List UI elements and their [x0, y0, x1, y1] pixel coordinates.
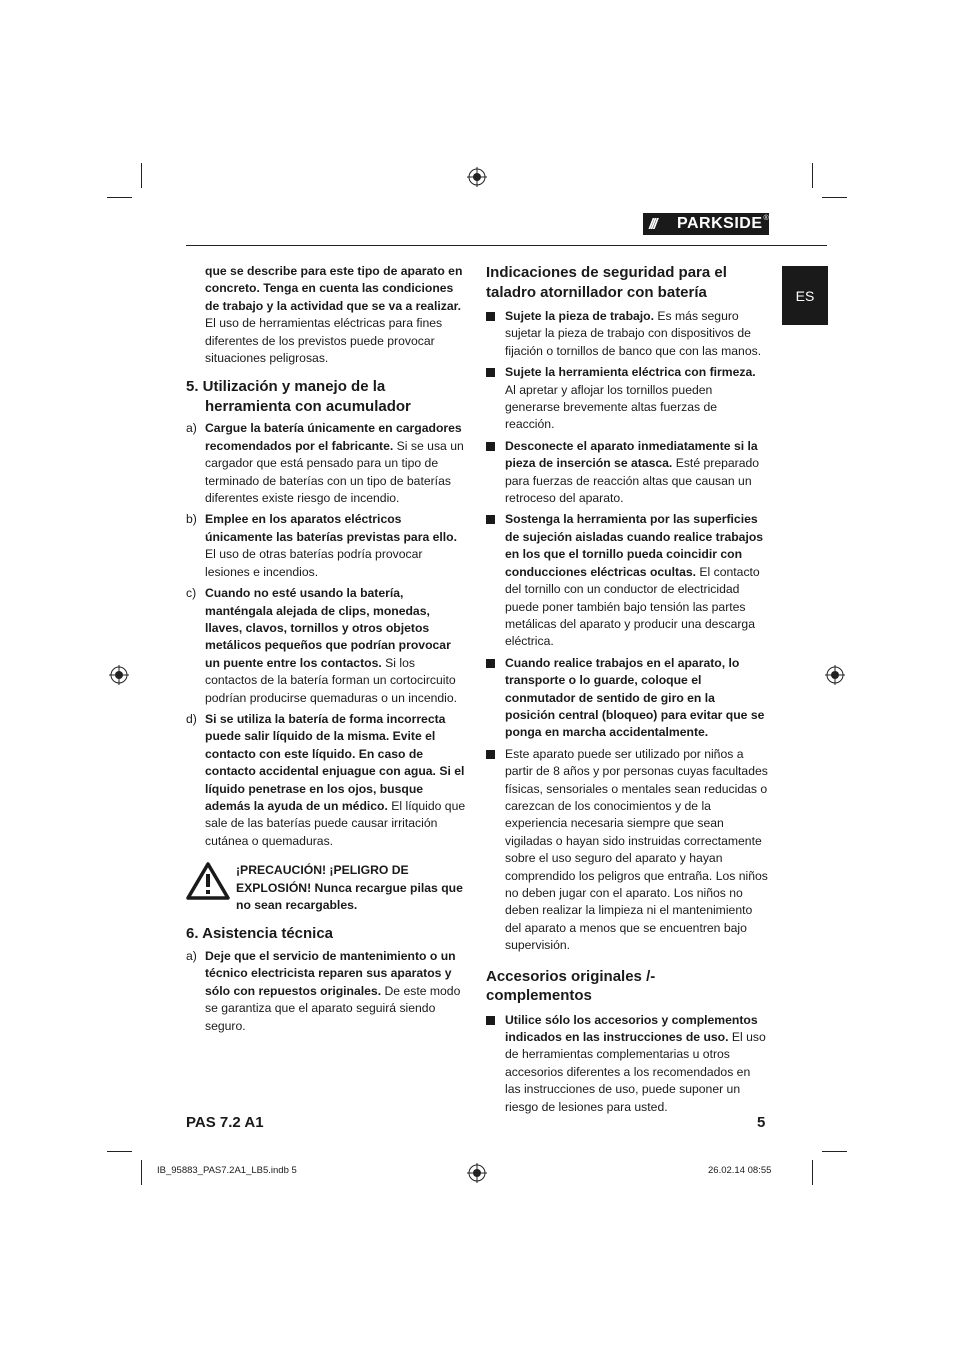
item-bold: Cuando no esté usando la batería, manténgala alejada de clips, monedas, llaves, clavos, tornillos y otros objetos metálicos pequeños que podrían provocar un puente entre los contactos.	[205, 586, 451, 670]
parkside-logo	[643, 213, 769, 235]
item-text: Si los contactos de la batería forman un cortocircuito podrían producirse quemaduras o un incendio.	[205, 655, 458, 705]
bullet-square-icon	[486, 312, 495, 321]
list-item	[186, 711, 468, 850]
item-text: Si se usa un cargador que está pensado para un tipo de terminado de baterías con un tipo de baterías diferentes existe riesgo de incendio.	[205, 438, 464, 506]
crop-mark	[812, 1160, 813, 1185]
list-item	[186, 420, 468, 507]
bullet-bold: Sujete la herramienta eléctrica con firmeza.	[505, 365, 756, 380]
list-item	[186, 948, 468, 1035]
warning-triangle-icon	[186, 862, 230, 900]
logo-slashes: ///	[649, 215, 656, 233]
safety-title: Indicaciones de seguridad para el taladro atornillador con batería	[486, 264, 727, 301]
warning-text: ¡PRECAUCIÓN! ¡PELIGRO DE EXPLOSIÓN! Nunca recargue pilas que no sean recargables.	[236, 863, 463, 912]
section-5-title: 5. Utilización y manejo de la herramienta con acumulador	[186, 378, 411, 415]
item-label: a)	[186, 948, 197, 963]
crop-mark	[141, 163, 142, 188]
header-rule	[186, 245, 827, 246]
bullet-square-icon	[486, 368, 495, 377]
item-bold: Emplee en los aparatos eléctricos únicamente las baterías previstas para ello.	[205, 512, 457, 544]
bullet-text: El uso de herramientas complementarias u otros accesorios diferentes a los recomendados en las instrucciones de uso, puede suponer un riesgo de lesiones para usted.	[505, 1030, 766, 1114]
bullet-text: Este aparato puede ser utilizado por niños a partir de 8 años y por personas cuyas facultades físicas, sensoriales o mentales sean reducidas o carezcan de los conocimientos y de la experiencia necesaria siempre que sean vigiladas o hayan sido instruidas correctamente sobre el uso seguro del aparato y hayan comprendido los peligros que entraña. Los niños no deben jugar con el aparato. Los niños no deben realizar la limpieza ni el mantenimiento del aparato a menos que se encuentren bajo supervisión.	[505, 746, 768, 953]
item-text: El uso de otras baterías podría provocar lesiones e incendios.	[205, 547, 423, 579]
logo-registered-mark: ®	[763, 215, 769, 222]
bullet-square-icon	[486, 659, 495, 668]
registration-mark-icon	[109, 665, 129, 685]
bullet-bold: Sostenga la herramienta por las superficies de sujeción aisladas cuando realice trabajos en los que el tornillo pueda coincidir con conducciones eléctricas ocultas.	[505, 512, 764, 579]
page-number: 5	[757, 1114, 766, 1131]
bullet-item	[486, 364, 768, 434]
model-number: PAS 7.2 A1	[186, 1114, 264, 1131]
bullet-square-icon	[486, 442, 495, 451]
bullet-bold: Cuando realice trabajos en el aparato, lo transporte o lo guarde, coloque el conmutador de sentido de giro en la posición central (bloqueo) para evitar que se ponga en marcha accidentalmente.	[505, 655, 765, 740]
item-label: b)	[186, 512, 197, 527]
list-item	[186, 511, 468, 581]
bullet-item	[486, 655, 768, 742]
bullet-item	[486, 746, 768, 955]
file-slug: IB_95883_PAS7.2A1_LB5.indb 5	[157, 1165, 297, 1176]
item-bold: Cargue la batería únicamente en cargadores recomendados por el fabricante.	[205, 421, 462, 453]
continued-paragraph	[186, 263, 468, 367]
item-label: c)	[186, 586, 197, 601]
crop-mark	[822, 1151, 847, 1152]
bullet-text: El contacto del tornillo con un conductor de electricidad puede poner también bajo tensión las partes metálicas del aparato y producir una descarga eléctrica.	[505, 564, 760, 649]
crop-mark	[107, 1151, 132, 1152]
item-bold: Deje que el servicio de mantenimiento o un técnico electricista reparen sus aparatos y sólo con repuestos originales.	[205, 948, 456, 998]
bullet-bold: Sujete la pieza de trabajo.	[505, 309, 655, 323]
registration-mark-icon	[467, 1163, 487, 1183]
logo-brand: PARKSIDE	[677, 215, 763, 232]
bullet-text: Esté preparado para fuerzas de reacción altas que causan un retroceso del aparato.	[505, 456, 760, 506]
print-datetime: 26.02.14 08:55	[708, 1165, 772, 1176]
bullet-square-icon	[486, 515, 495, 524]
bullet-item	[486, 308, 768, 360]
bullet-square-icon	[486, 1016, 495, 1025]
explosion-warning	[186, 862, 468, 914]
language-tab: ES	[782, 266, 828, 325]
crop-mark	[141, 1160, 142, 1185]
bullet-text: Al apretar y aflojar los tornillos pueden generarse brevemente altas fuerzas de reacción.	[505, 382, 718, 432]
bullet-item	[486, 511, 768, 650]
right-column	[486, 263, 768, 1116]
crop-mark	[107, 197, 132, 198]
item-bold: Si se utiliza la batería de forma incorrecta puede salir líquido de la misma. Evite el contacto con este líquido. En caso de contacto accidental enjuague con agua. Si el líquido penetrase en los ojos, busque además la ayuda de un médico.	[205, 711, 465, 813]
item-text: De este modo se garantiza que el aparato seguirá siendo seguro.	[205, 983, 461, 1033]
continued-bold: que se describe para este tipo de aparato en concreto. Tenga en cuenta las condiciones de trabajo y la actividad que se va a realizar.	[205, 264, 463, 313]
bullet-bold: Desconecte el aparato inmediatamente si la pieza de inserción se atasca.	[505, 438, 758, 471]
registration-mark-icon	[825, 665, 845, 685]
bullet-square-icon	[486, 750, 495, 759]
accessories-title: Accesorios originales /-complementos	[486, 967, 656, 1005]
bullet-item	[486, 438, 768, 508]
crop-mark	[822, 197, 847, 198]
registration-mark-icon	[467, 167, 487, 187]
item-text: El líquido que sale de las baterías puede causar irritación cutánea o quemaduras.	[205, 798, 466, 848]
bullet-item	[486, 1012, 768, 1116]
list-item	[186, 585, 468, 707]
left-column	[186, 263, 468, 1035]
section-6-title: 6. Asistencia técnica	[186, 925, 334, 943]
continued-text: El uso de herramientas eléctricas para fines diferentes de los previstos puede provocar situaciones peligrosas.	[205, 316, 443, 366]
crop-mark	[812, 163, 813, 188]
bullet-text: Es más seguro sujetar la pieza de trabajo con dispositivos de fijación o tornillos de banco que con las manos.	[505, 309, 762, 358]
item-label: a)	[186, 421, 197, 436]
item-label: d)	[186, 711, 197, 726]
bullet-bold: Utilice sólo los accesorios y complementos indicados en las instrucciones de uso.	[505, 1012, 758, 1045]
